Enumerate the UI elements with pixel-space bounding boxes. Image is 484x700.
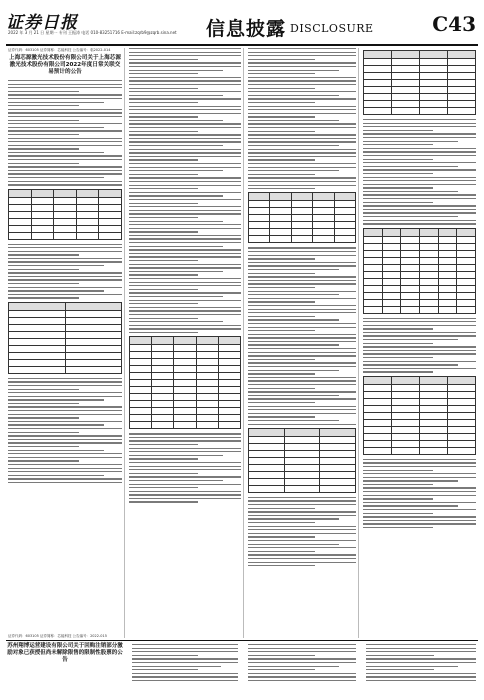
bottom-article	[6, 640, 478, 697]
body-text	[246, 644, 358, 696]
body-text	[129, 433, 241, 503]
masthead	[6, 4, 478, 46]
body-text	[364, 644, 478, 696]
article-codes: 证券代码：603105 证券简称：芯能科技 公告编号：2022-015	[8, 634, 107, 638]
data-table	[363, 376, 476, 455]
body-text	[8, 378, 122, 484]
body-text	[363, 119, 476, 225]
section-title: 信息披露	[206, 18, 287, 40]
column-4	[361, 48, 478, 638]
data-table	[8, 189, 122, 240]
body-text	[363, 459, 476, 529]
article-headline: 上海芯源激光技术股份有限公司关于上海芯源激光技术股份有限公司2022年度日常关联交易预计的公告	[9, 55, 121, 75]
data-table	[248, 428, 356, 493]
data-table	[129, 336, 241, 429]
column-1	[6, 48, 125, 638]
data-table	[8, 302, 122, 374]
newspaper-logo: 证券日报	[6, 13, 78, 33]
column-2	[127, 48, 244, 638]
body-text	[8, 244, 122, 299]
body-text	[248, 247, 356, 424]
section-title-en: DISCLOSURE	[290, 22, 374, 35]
article-headline: 苏州翔博运营建设有限公司关于回购注销部分激励对象已获授但尚未解除限售的限制性股票的公告	[7, 643, 123, 663]
body-text	[130, 644, 240, 696]
body-text	[248, 48, 356, 189]
body-text	[248, 497, 356, 567]
data-table	[248, 192, 356, 243]
body-text	[363, 318, 476, 373]
issue-meta: 2022 年 3 月 21 日 星期一 专刊 王振涛 电话 010-83251716 E-mail:zqrb9@zqrb.sina.net	[8, 30, 177, 35]
page-number: C43	[432, 12, 476, 36]
data-table	[363, 50, 476, 115]
column-3	[246, 48, 359, 638]
body-text	[8, 80, 122, 186]
article-codes: 证券代码：603105 证券简称：芯能科技 公告编号：临2022-014	[8, 48, 111, 52]
data-table	[363, 228, 476, 314]
body-text	[129, 48, 241, 333]
